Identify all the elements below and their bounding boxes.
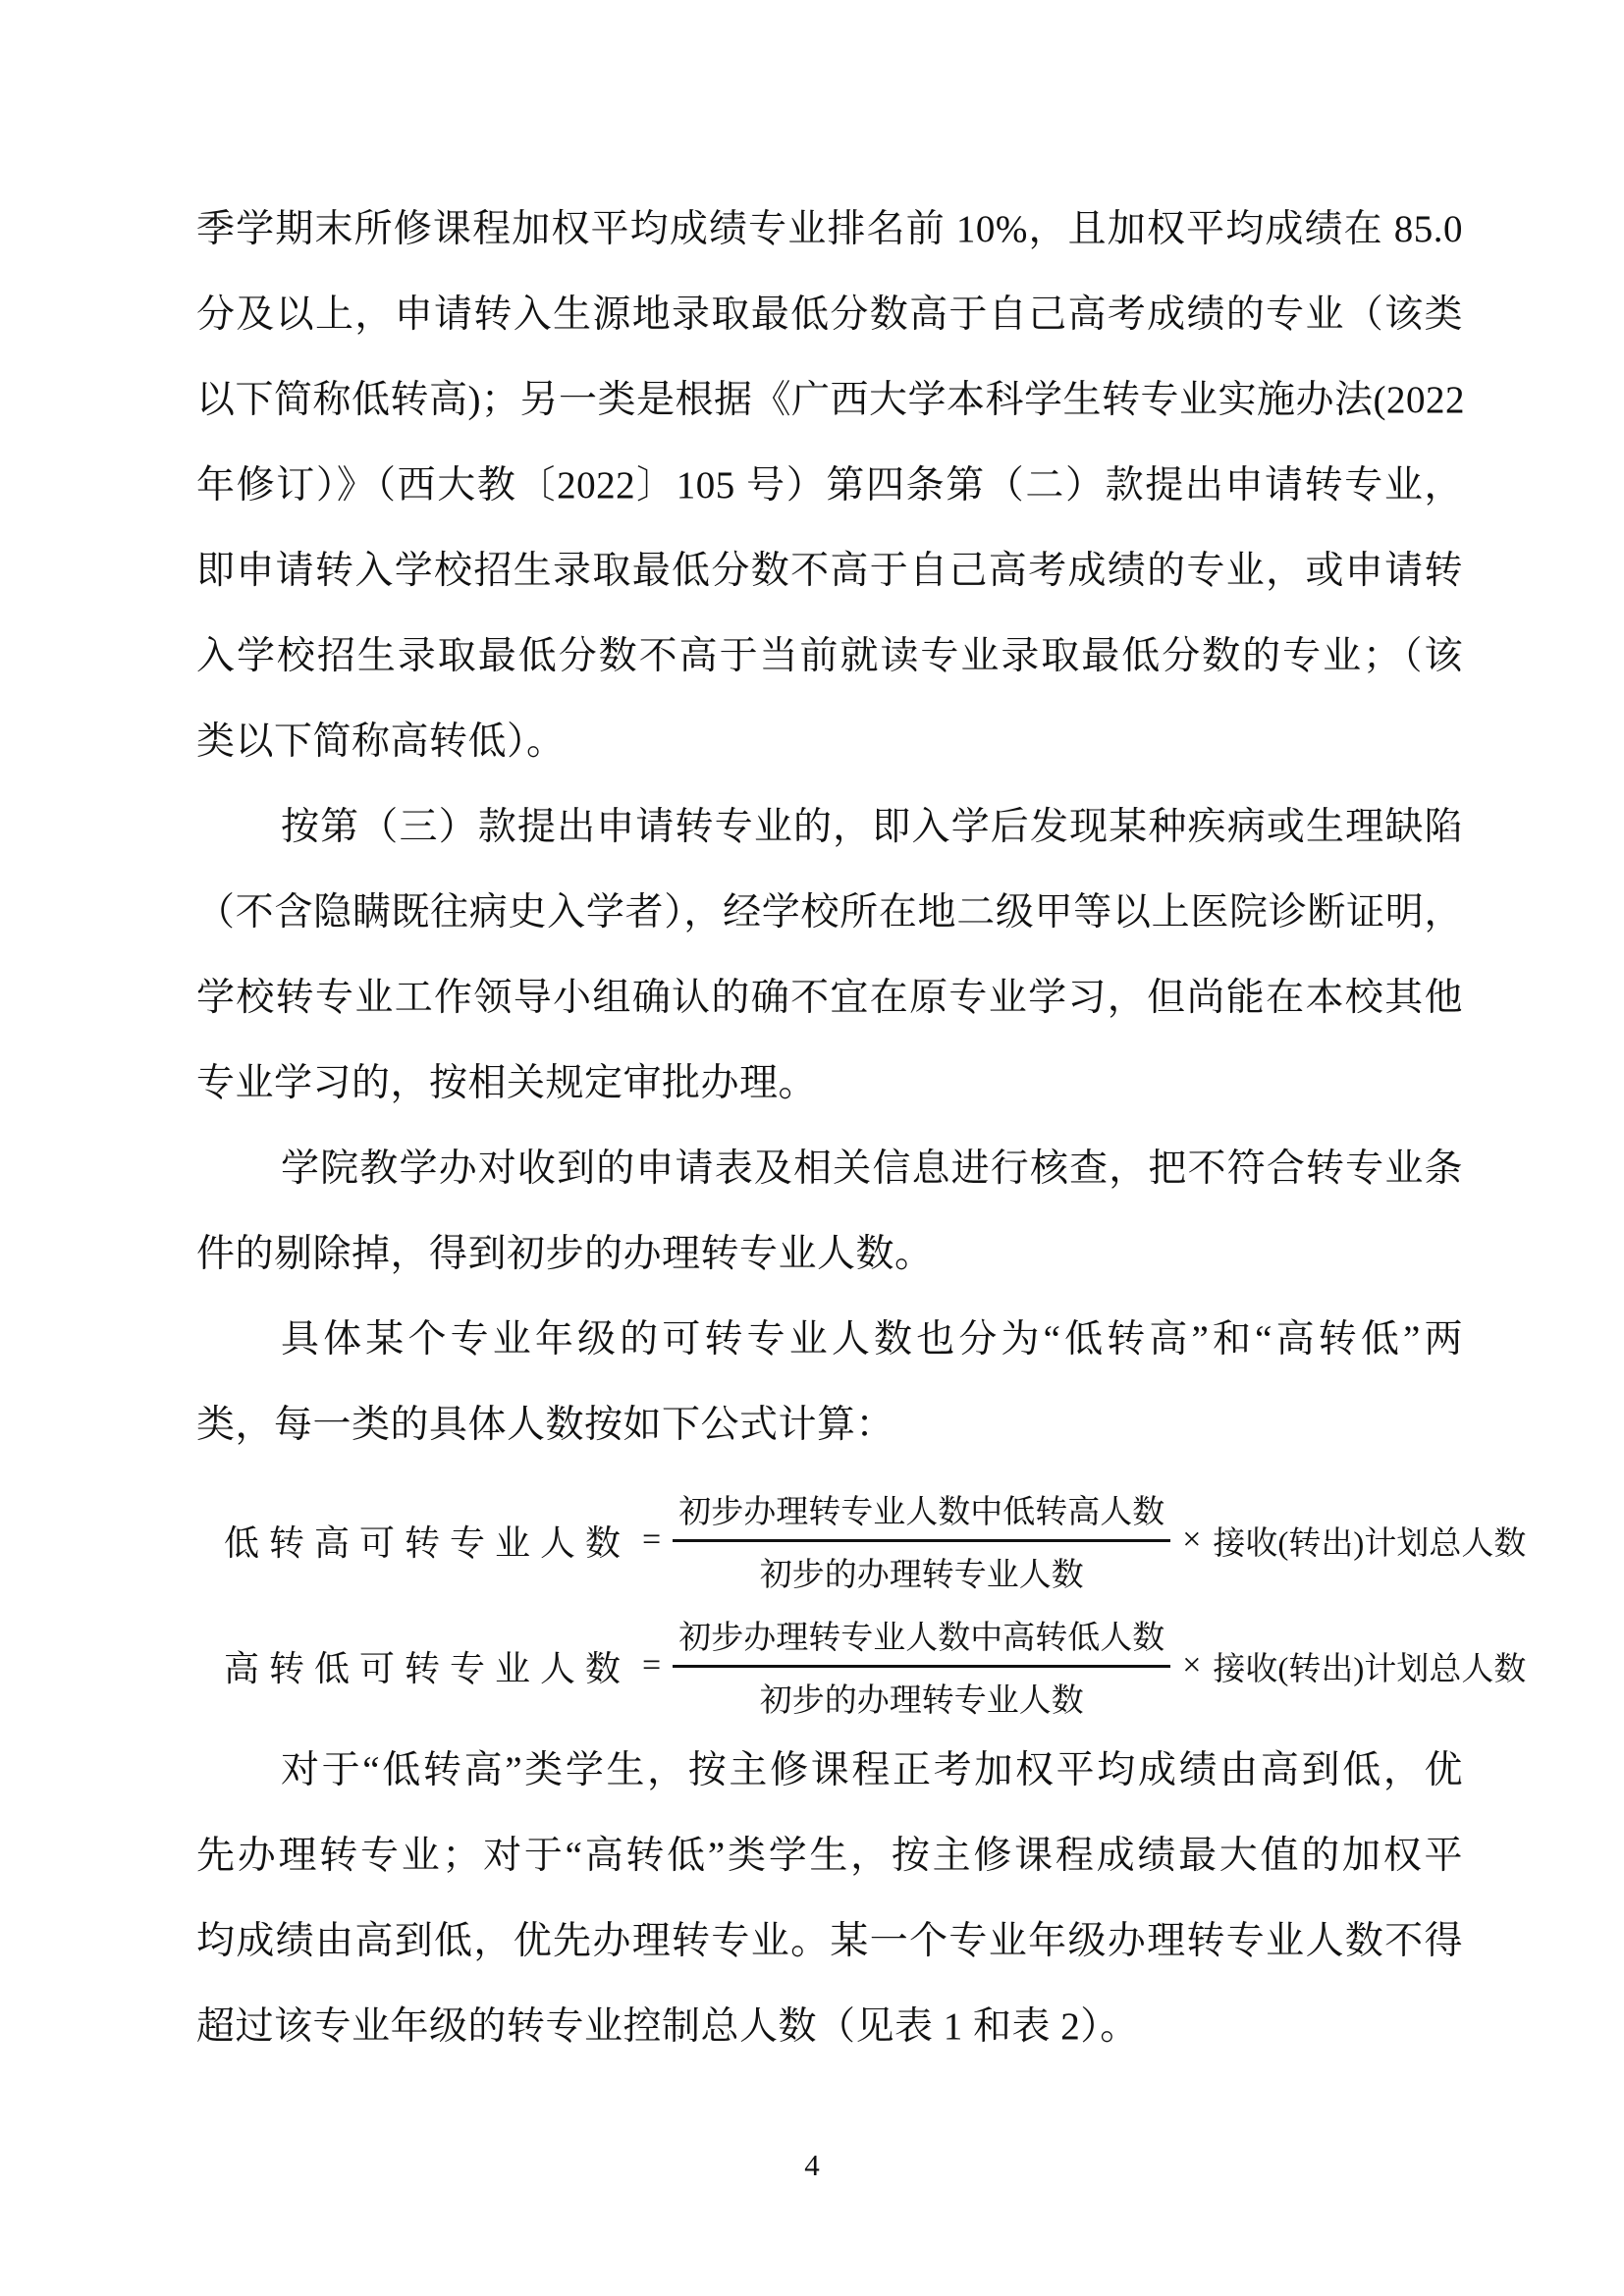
body-line: 均成绩由高到低，优先办理转专业。某一个专业年级办理转专业人数不得 <box>196 1920 1463 1962</box>
formula-lhs: 低转高可转专业人数 <box>224 1522 631 1563</box>
body-line: 学院教学办对收到的申请表及相关信息进行核查，把不符合转专业条 <box>281 1148 1463 1190</box>
page-number: 4 <box>804 2148 820 2182</box>
formula-lhs: 高转低可转专业人数 <box>224 1648 631 1688</box>
body-line: 以下简称低转高)；另一类是根据《广西大学本科学生转专业实施办法(2022 <box>196 379 1465 421</box>
equals-sign: = <box>642 1522 662 1558</box>
body-line: 入学校招生录取最低分数不高于当前就读专业录取最低分数的专业；（该 <box>196 635 1463 677</box>
body-line: （不含隐瞒既往病史入学者），经学校所在地二级甲等以上医院诊断证明， <box>196 891 1463 934</box>
formula-high-to-low <box>224 1611 1527 1721</box>
fraction <box>673 1486 1170 1595</box>
body-line: 超过该专业年级的转专业控制总人数（见表 1 和表 2）。 <box>196 2005 1139 2048</box>
multiply-sign: × <box>1182 1647 1202 1683</box>
body-line: 季学期末所修课程加权平均成绩专业排名前 10%，且加权平均成绩在 85.0 <box>196 208 1463 250</box>
fraction-denominator: 初步的办理转专业人数 <box>759 1557 1084 1593</box>
body-line: 具体某个专业年级的可转专业人数也分为“低转高”和“高转低”两 <box>281 1318 1463 1361</box>
body-line: 学校转专业工作领导小组确认的确不宜在原专业学习，但尚能在本校其他 <box>196 977 1463 1019</box>
body-line: 年修订）》（西大教〔2022〕105 号）第四条第（二）款提出申请转专业， <box>196 464 1463 507</box>
multiply-sign: × <box>1182 1522 1202 1558</box>
formula-low-to-high <box>224 1485 1527 1595</box>
body-line: 按第（三）款提出申请转专业的，即入学后发现某种疾病或生理缺陷 <box>281 806 1463 848</box>
fraction-denominator: 初步的办理转专业人数 <box>759 1682 1084 1719</box>
formula-rhs: 接收(转出)计划总人数 <box>1213 1525 1527 1562</box>
fraction-numerator: 初步办理转专业人数中低转高人数 <box>673 1486 1170 1542</box>
formula-rhs: 接收(转出)计划总人数 <box>1213 1651 1527 1687</box>
fraction <box>673 1612 1170 1721</box>
body-line: 先办理转专业；对于“高转低”类学生，按主修课程成绩最大值的加权平 <box>196 1835 1463 1877</box>
body-line: 专业学习的，按相关规定审批办理。 <box>196 1062 818 1104</box>
body-line: 即申请转入学校招生录取最低分数不高于自己高考成绩的专业，或申请转 <box>196 550 1463 592</box>
body-line: 类以下简称高转低）。 <box>196 721 566 763</box>
fraction-numerator: 初步办理转专业人数中高转低人数 <box>673 1612 1170 1668</box>
text-block <box>196 187 1527 2069</box>
body-line: 分及以上，申请转入生源地录取最低分数高于自己高考成绩的专业（该类 <box>196 294 1463 336</box>
body-line: 对于“低转高”类学生，按主修课程正考加权平均成绩由高到低，优 <box>281 1749 1463 1791</box>
body-line: 类，每一类的具体人数按如下公式计算： <box>196 1404 895 1446</box>
body-line: 件的剔除掉，得到初步的办理转专业人数。 <box>196 1233 934 1275</box>
equals-sign: = <box>642 1647 662 1683</box>
